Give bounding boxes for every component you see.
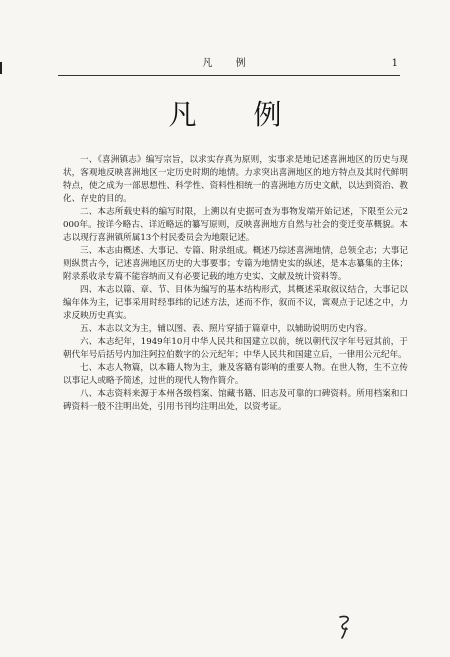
paragraph-4: 四、本志以篇、章、节、目体为编写的基本结构形式，其概述采取叙议结合，大事记以编年体为主，记事采用时经事纬的记述方法，述而不作，叙而不议，寓观点于记述之中，力求反映历史真实。 — [63, 285, 408, 321]
page-edge-mark — [0, 62, 2, 74]
running-header — [58, 58, 400, 72]
running-title: 凡 例 — [202, 58, 256, 69]
paragraph-7: 七、本志人物篇，以本籍人物为主，兼及客籍有影响的重要人物。在世人物，生不立传以事记人或略予简述，过世的现代人物作简介。 — [63, 363, 408, 386]
paragraph-5: 五、本志以文为主，辅以图、表、照片穿插于篇章中，以辅助说明历史内容。 — [80, 324, 373, 334]
paragraph-3: 三、本志由概述、大事记、专篇、附录组成。概述乃综述喜洲地情，总领全志；大事记则纵贯古今，记述喜洲地区历史的大事要事；专篇为地情史实的纵述，是本志纂集的主体；附录系收录专篇不能容纳而又有必要记载的地方史实、文献及统计资料等。 — [63, 246, 408, 282]
page-number: 1 — [391, 58, 398, 69]
body-text — [63, 154, 408, 414]
header-rule — [58, 75, 400, 76]
paragraph-2: 二、本志所载史料的编写时限，上溯以有史据可查为事物发端开始记述，下限至公元2000年。按详今略古、详近略远的纂写原则，反映喜洲地方自然与社会的变迁变革概貌。本志以现行喜洲镇所属13个村民委员会为地限记述。 — [63, 207, 408, 243]
paragraph-6: 六、本志纪年，1949年10月中华人民共和国建立以前，统以朝代汉字年号冠其前，于朝代年号后括号内加注阿拉伯数字的公元纪年；中华人民共和国建立后，一律用公元纪年。 — [63, 337, 408, 360]
paragraph-8: 八、本志资料来源于本州各级档案、馆藏书籍、旧志及可靠的口碑资料。所用档案和口碑资料一般不注明出处，引用书刊均注明出处，以资考证。 — [63, 389, 408, 412]
handwritten-mark — [336, 614, 354, 640]
paragraph-1: 一、《喜洲镇志》编写宗旨，以求实存真为原则，实事求是地记述喜洲地区的历史与现状，客观地反映喜洲地区一定历史时期的地情。力求突出喜洲地区的地方特点及其时代鲜明特点，使之成为一部思想性、科学性、资料性相统一的喜洲地方历史文献，以达到资治、教化、存史的目的。 — [63, 155, 408, 204]
page-title: 凡 例 — [168, 98, 306, 131]
